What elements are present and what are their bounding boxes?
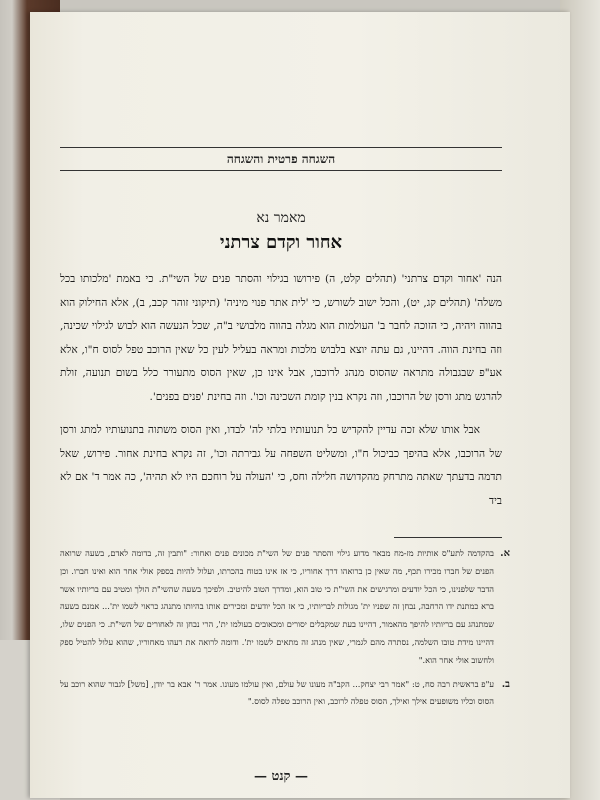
page-number: — קנט — [253,769,309,784]
footnote-text: בהקדמה לתע"ס אותיות מז-מח מבאר מדוע גילוי והסתר פנים של השי"ת מכונים פנים ואחור: "ותבין זה, בדומה לאדם, בשעה שרואה הפנים של חברו מכירו תכף, מה שאין כן ברואהו דרך אחוריו, כי אז אינו בטוח בהכרתו, ועלול להיות בספק אולי אחר הוא ואינו חברו. וכן הדבר שלפנינו, כי הכל יודעים ומרגישים את השי"ת כי טוב הוא, ומדרך הטוב להיטיב. ולפיכך בשעה שהשי"ת הולך ומטיב עם בריותיו אשר ברא כמתנת ידו הרחבה, נבחן זה שפניו ית' מגולות לבריותיו, כי אז הכל יודעים ומכירים אותו בהיותו מתנהג כראוי לשמו ית'... אמנם בשעה שמתנהג עם בריותיו להיפך מהאמור, דהיינו בעת שמקבלים יסורים ומכאובים בעולמו ית', הרי נבחן זה לאחורים של השי"ת. כי הפנים שלו, דהיינו מידת טובו השלמה, נסתרה מהם לגמרי, שאין מנהג זה מתאים לשמו ית'. ודומה לרואה את רעהו מאחוריו, שהוא עלול להטיל ספק ולחשוב אולי אחר הוא." [60,548,494,665]
footnote-rule [394,537,502,538]
paragraph-2: אבל אותו שלא זכה עדיין להקדיש כל תנועותיו בלתי לה' לבדו, ואין הסוס משתוה בתנועותיו למתג ורסן של הרוכבו, אלא בהיפך כביכול ח"ו, ומשליט השפחה על גבירתה וכו', זה נקרא בחינת אחור. פירוש, שאל תדמה בדעתך שאתה מתרחק מהקדושה חלילה וחס, כי 'העולה על רוחכם היו לא תהיה', כה אמר ד' אם לא ביד [60,424,502,507]
paragraph-1: הנה 'אחור וקדם צרתני' (תהלים קלט, ה) פירושו בגילוי והסתר פנים של השי"ת. כי באמת 'מלכותו בכל משלה' (תהלים קג, יט), והכל ישוב לשורש, כי 'לית אתר פנוי מיניה' (תיקוני זוהר קכב, ב), אלא החילוק הוא בהווה ויהיה, כי הזוכה לחבר ב' העולמות הוא מגלה בהווה מלבושי ב"ה, שכל הנעשה הוא לבוש לגילוי שכינה, וזה בחינת הווה. דהיינו, גם עתה יוצא בלבוש מלכות ומראה בעליל לעין כל שאין הרוכב טפל לסוס ח"ו, אלא אע"פ שבגבולה מתראה שהסוס מנהג לרוכבו, אבל אינו כן, שאין הסוס מתעורר כלל בשום תנועה, זולת להרגש מתג ורסן של הרוכבו, וזה נקרא בנין קומת השכינה וכו'. וזה בחינת 'פנים בפנים'. [60,273,502,403]
maamar-label: מאמר נא [256,210,306,226]
footnotes [60,545,510,717]
running-head: השגחה פרטית והשגחה [60,147,502,171]
footnote-2 [60,676,510,712]
maamar-title: אחור וקדם צרתני [219,232,343,253]
footnote-mark: א. [500,548,510,559]
body-text [60,268,502,523]
footnote-text: ע"פ בראשית רבה סח, ט: "אמר רבי יצחק... הקב"ה מעונו של עולם, ואין עולמו מעונו. אמר ר' אבא בר יודן, [משל] לגבור שהוא רוכב על הסוס וכליו משופעים אילך ואילך, הסוס טפלה לרוכב, ואין הרוכב טפלה לסוס." [60,678,494,707]
footnote-1 [60,545,510,670]
footnote-mark: ב. [501,678,510,690]
